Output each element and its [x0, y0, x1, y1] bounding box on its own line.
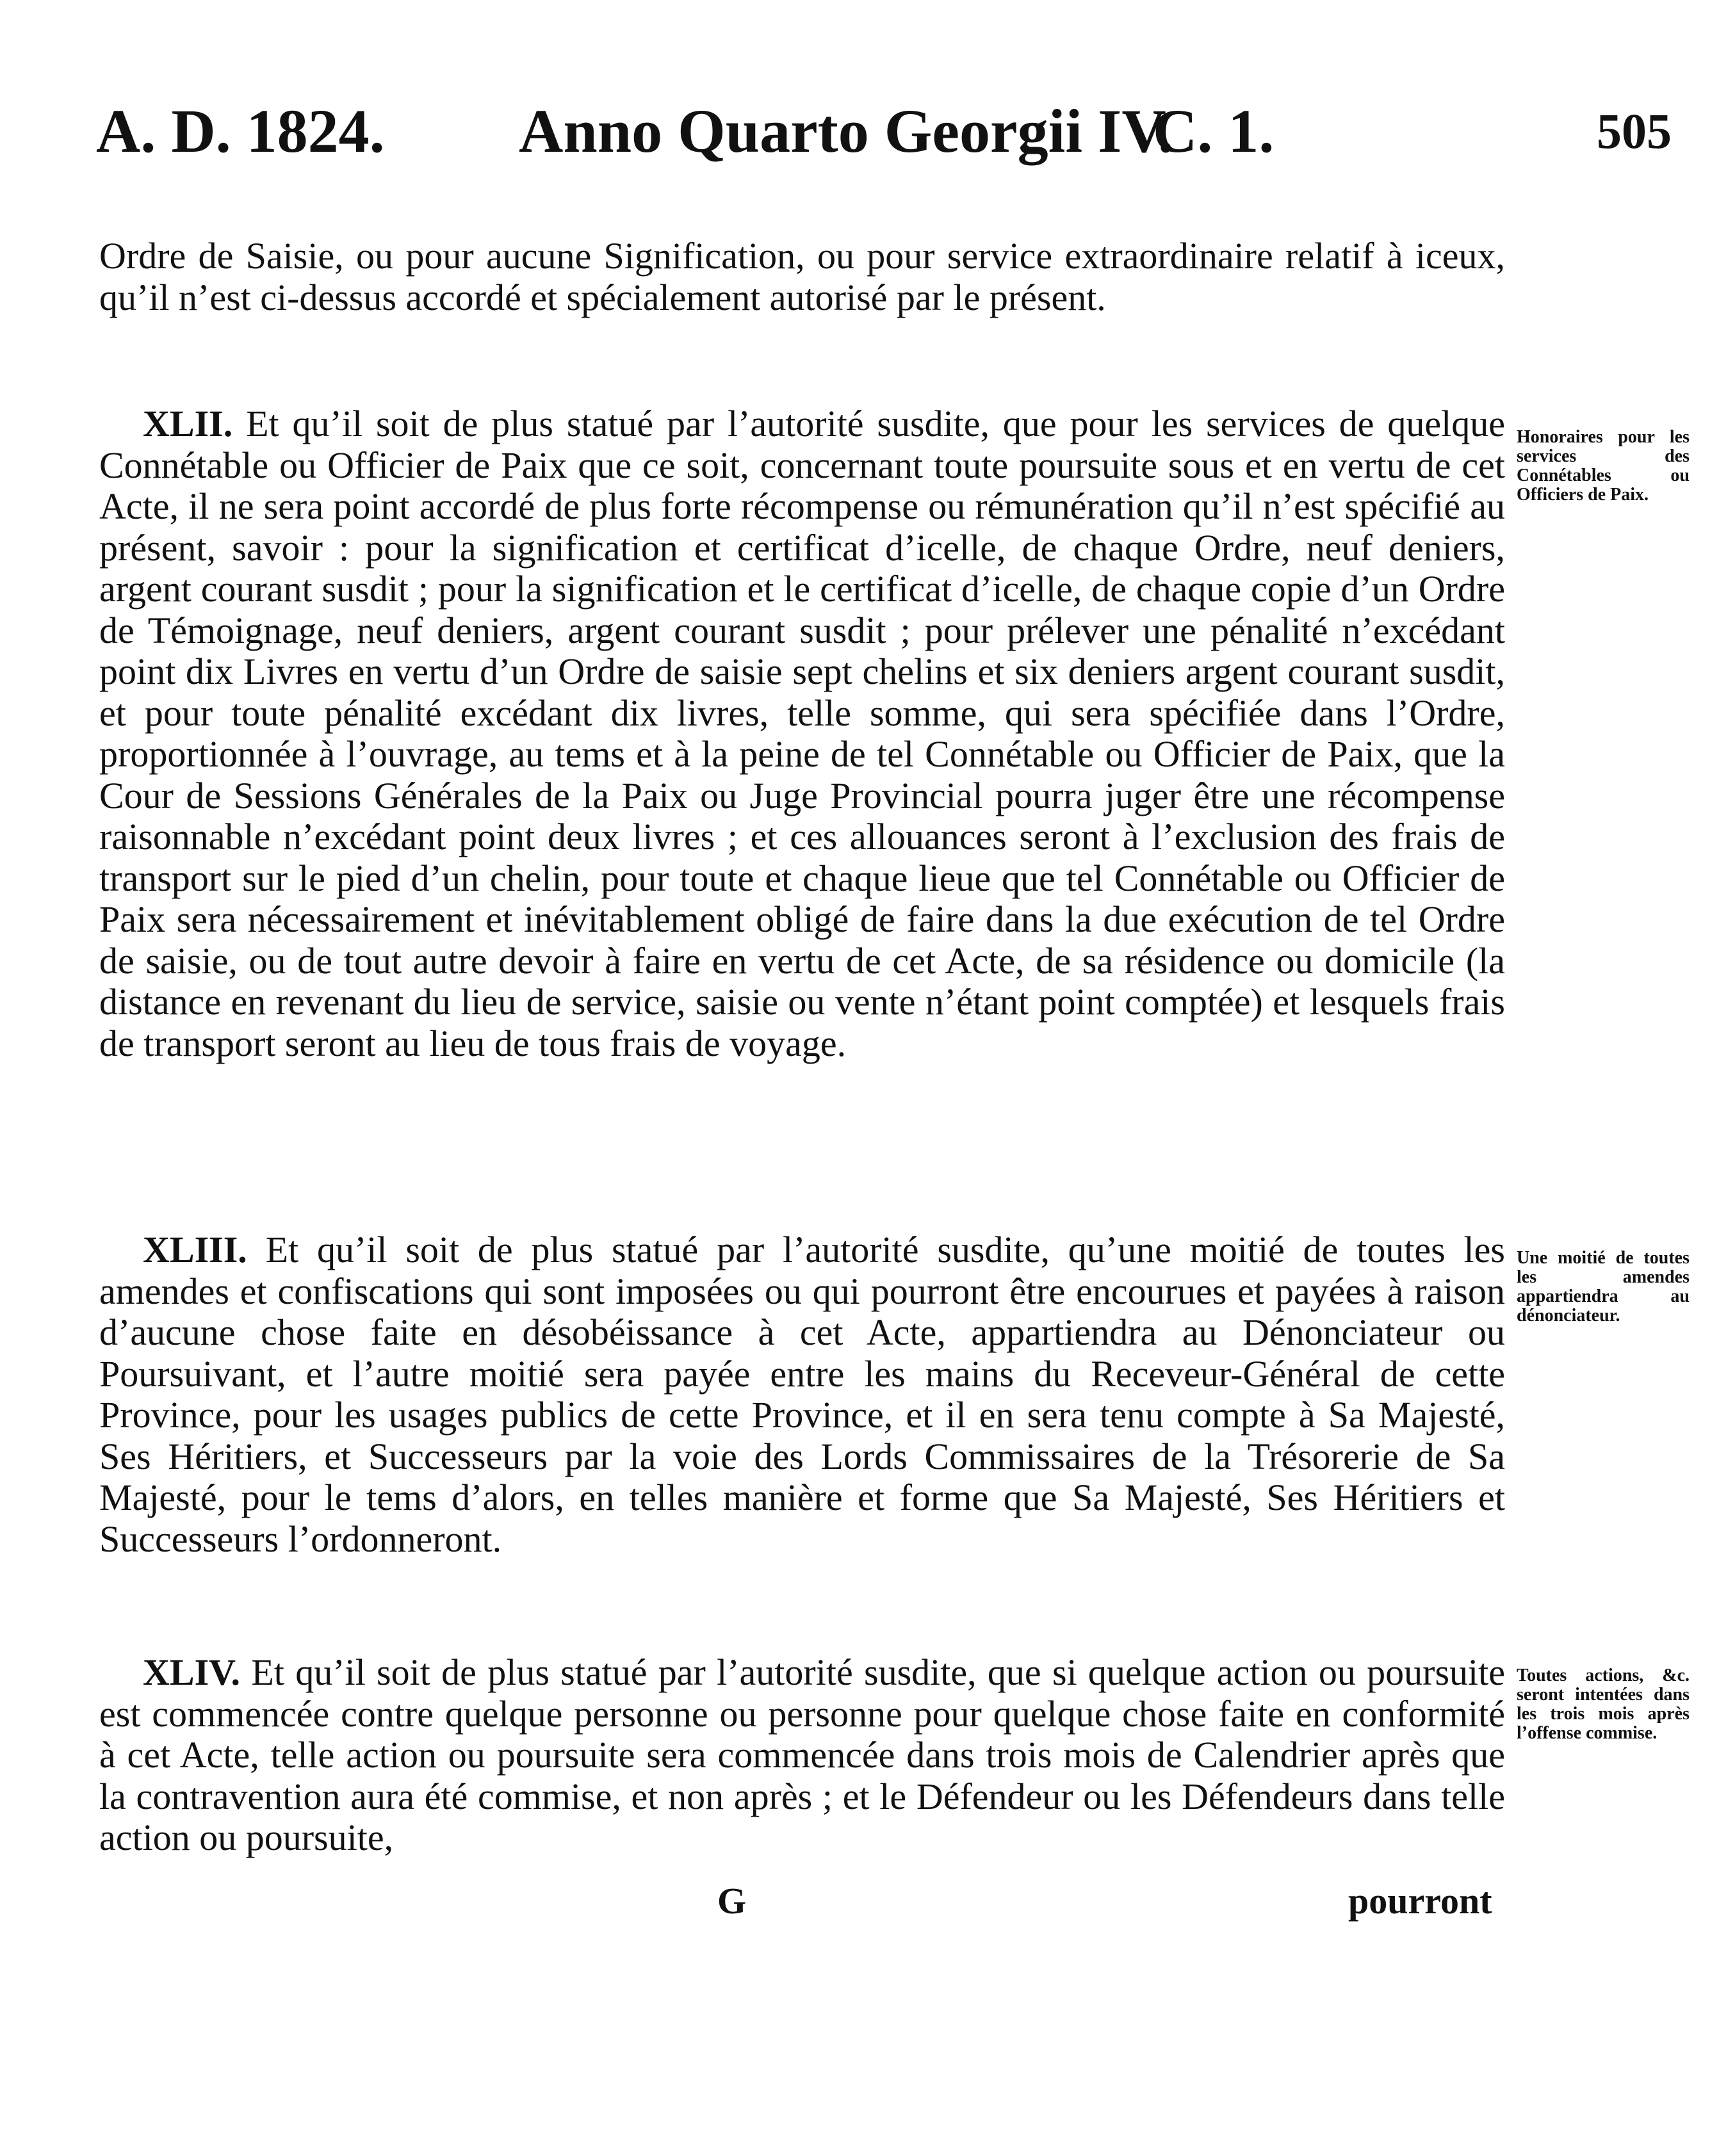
continuation-text: Ordre de Saisie, ou pour aucune Signification, ou pour service extraordinaire relatif à iceux, qu’il n’est ci-dessus accordé et spécialement autorisé par le présent. — [99, 235, 1505, 318]
margin-note-42: Honoraires pour les services des Connétables ou Officiers de Paix. — [1517, 427, 1690, 505]
margin-note-44: Toutes actions, &c. seront intentées dans les trois mois après l’offense commise. — [1517, 1666, 1690, 1743]
margin-note-43: Une moitié de toutes les amendes appartiendra au dénonciateur. — [1517, 1248, 1690, 1325]
running-header — [96, 90, 1672, 173]
section-text: Et qu’il soit de plus statué par l’autorité susdite, qu’une moitié de toutes les amendes et confiscations qui sont imposées ou qui pourront être encourues et payées à raison d’aucune chose faite en désobéissance à cet Acte, appartiendra au Dénonciateur ou Poursuivant, et l’autre moitié sera payée entre les mains du Receveur-Général de cette Province, pour les usages publics de cette Province, et il en sera tenu compte à Sa Majesté, Ses Héritiers, et Successeurs par la voie des Lords Commissaires de la Trésorerie de Sa Majesté, pour le tems d’alors, en telles manière et forme que Sa Majesté, Ses Héritiers et Successeurs l’ordonneront. — [99, 1229, 1505, 1560]
header-title: Anno Quarto Georgii IV. — [519, 97, 1174, 165]
section-44 — [99, 1652, 1505, 1859]
page-number: 505 — [1597, 103, 1672, 159]
section-number: XLII. — [143, 403, 233, 444]
signature-mark: G — [717, 1880, 747, 1922]
section-number: XLIV. — [143, 1651, 241, 1693]
section-text: Et qu’il soit de plus statué par l’autorité susdite, que pour les services de quelque Connétable ou Officier de Paix que ce soit, concernant toute poursuite sous et en vertu de cet Acte, il ne sera point accordé de plus forte récompense ou rémunération qu’il n’est spécifié au présent, savoir : pour la signification et certificat d’icelle, de chaque Ordre, neuf deniers, argent courant susdit ; pour la signification et le certificat d’icelle, de chaque copie d’un Ordre de Témoignage, neuf deniers, argent courant susdit ; pour prélever une pénalité n’excédant point dix Livres en vertu d’un Ordre de saisie sept chelins et six deniers argent courant susdit, et pour toute pénalité excédant dix livres, telle somme, qui sera spécifiée dans l’Ordre, proportionnée à l’ouvrage, au tems et à la peine de tel Connétable ou Officier de Paix, que la Cour de Sessions Générales de la Paix ou Juge Provincial pourra juger être une récompense raisonnable n’excédant point deux livres ; et ces allouances seront à l’exclusion des frais de transport sur le pied d’un chelin, pour toute et chaque lieue que tel Connétable ou Officier de Paix sera nécessairement et inévitablement obligé de faire dans la due exécution de tel Ordre de saisie, ou de tout autre devoir à faire en vertu de cet Acte, de sa résidence ou domicile (la distance en revenant du lieu de service, saisie ou vente n’étant point comptée) et lesquels frais de transport seront au lieu de tous frais de voyage. — [99, 403, 1505, 1064]
header-year: A. D. 1824. — [96, 97, 385, 165]
header-chapter: C. 1. — [1153, 97, 1275, 165]
catchword: pourront — [1348, 1880, 1492, 1922]
section-number: XLIII. — [143, 1229, 247, 1270]
section-text: Et qu’il soit de plus statué par l’autorité susdite, que si quelque action ou poursuite est commencée contre quelque personne ou personne pour quelque chose faite en conformité à cet Acte, telle action ou poursuite sera commencée dans trois mois de Calendrier après que la contravention aura été commise, et non après ; et le Défendeur ou les Défendeurs dans telle action ou poursuite, — [99, 1651, 1506, 1858]
continuation-block — [99, 236, 1505, 318]
section-42 — [99, 403, 1505, 1064]
section-43 — [99, 1229, 1505, 1560]
